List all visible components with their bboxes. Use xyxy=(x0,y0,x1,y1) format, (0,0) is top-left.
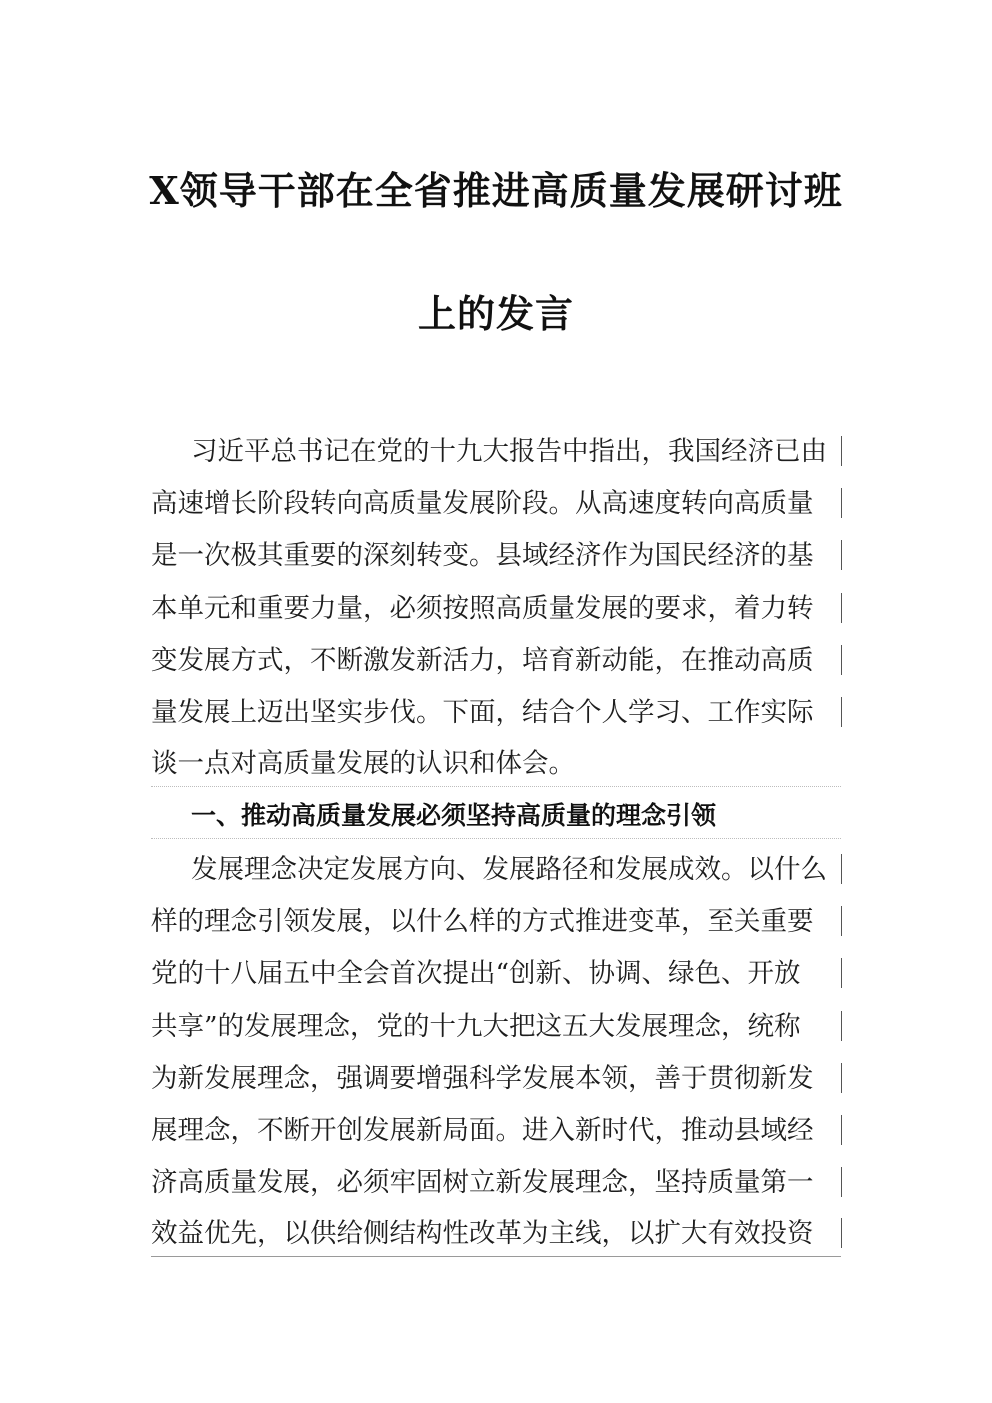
margin-mark xyxy=(841,488,842,518)
section-1-line-1: 发展理念决定发展方向、发展路径和发展成效。以什么 xyxy=(191,854,827,885)
section-1-line-3: 党的十八届五中全会首次提出“创新、协调、绿色、开放 xyxy=(151,958,801,989)
section-1-line-7: 济高质量发展，必须牢固树立新发展理念，坚持质量第一 xyxy=(151,1167,814,1198)
intro-line-6: 量发展上迈出坚实步伐。下面，结合个人学习、工作实际 xyxy=(151,697,814,728)
margin-mark xyxy=(841,436,842,466)
intro-line-4: 本单元和重要力量，必须按照高质量发展的要求，着力转 xyxy=(151,593,814,624)
intro-line-5: 变发展方式，不断激发新活力，培育新动能，在推动高质 xyxy=(151,645,814,676)
section-1-line-5: 为新发展理念，强调要增强科学发展本领，善于贯彻新发 xyxy=(151,1063,814,1094)
margin-mark xyxy=(841,854,842,884)
margin-mark xyxy=(841,1011,842,1041)
section-1-heading: 一、推动高质量发展必须坚持高质量的理念引领 xyxy=(191,801,717,830)
heading-divider xyxy=(151,838,841,839)
paragraph-divider xyxy=(151,786,841,787)
margin-mark xyxy=(841,1115,842,1145)
margin-mark xyxy=(841,1063,842,1093)
section-1-line-8: 效益优先，以供给侧结构性改革为主线，以扩大有效投资 xyxy=(151,1218,814,1249)
margin-mark xyxy=(841,958,842,988)
intro-line-7: 谈一点对高质量发展的认识和体会。 xyxy=(151,748,575,779)
margin-mark xyxy=(841,906,842,936)
margin-mark xyxy=(841,1218,842,1248)
document-title-line-2: 上的发言 xyxy=(417,291,574,336)
intro-line-2: 高速增长阶段转向高质量发展阶段。从高速度转向高质量 xyxy=(151,488,814,519)
margin-mark xyxy=(841,1167,842,1197)
section-1-line-2: 样的理念引领发展，以什么样的方式推进变革，至关重要 xyxy=(151,906,814,937)
section-1-line-6: 展理念，不断开创发展新局面。进入新时代，推动县域经 xyxy=(151,1115,814,1146)
section-1-line-4: 共享”的发展理念，党的十九大把这五大发展理念，统称 xyxy=(151,1011,801,1042)
margin-mark xyxy=(841,645,842,675)
page-bottom-rule xyxy=(151,1256,841,1257)
margin-mark xyxy=(841,697,842,727)
intro-line-3: 是一次极其重要的深刻转变。县域经济作为国民经济的基 xyxy=(151,540,814,571)
margin-mark xyxy=(841,593,842,623)
intro-line-1: 习近平总书记在党的十九大报告中指出，我国经济已由 xyxy=(191,436,827,467)
document-title-line-1: X领导干部在全省推进高质量发展研讨班 xyxy=(149,168,843,213)
margin-mark xyxy=(841,540,842,570)
